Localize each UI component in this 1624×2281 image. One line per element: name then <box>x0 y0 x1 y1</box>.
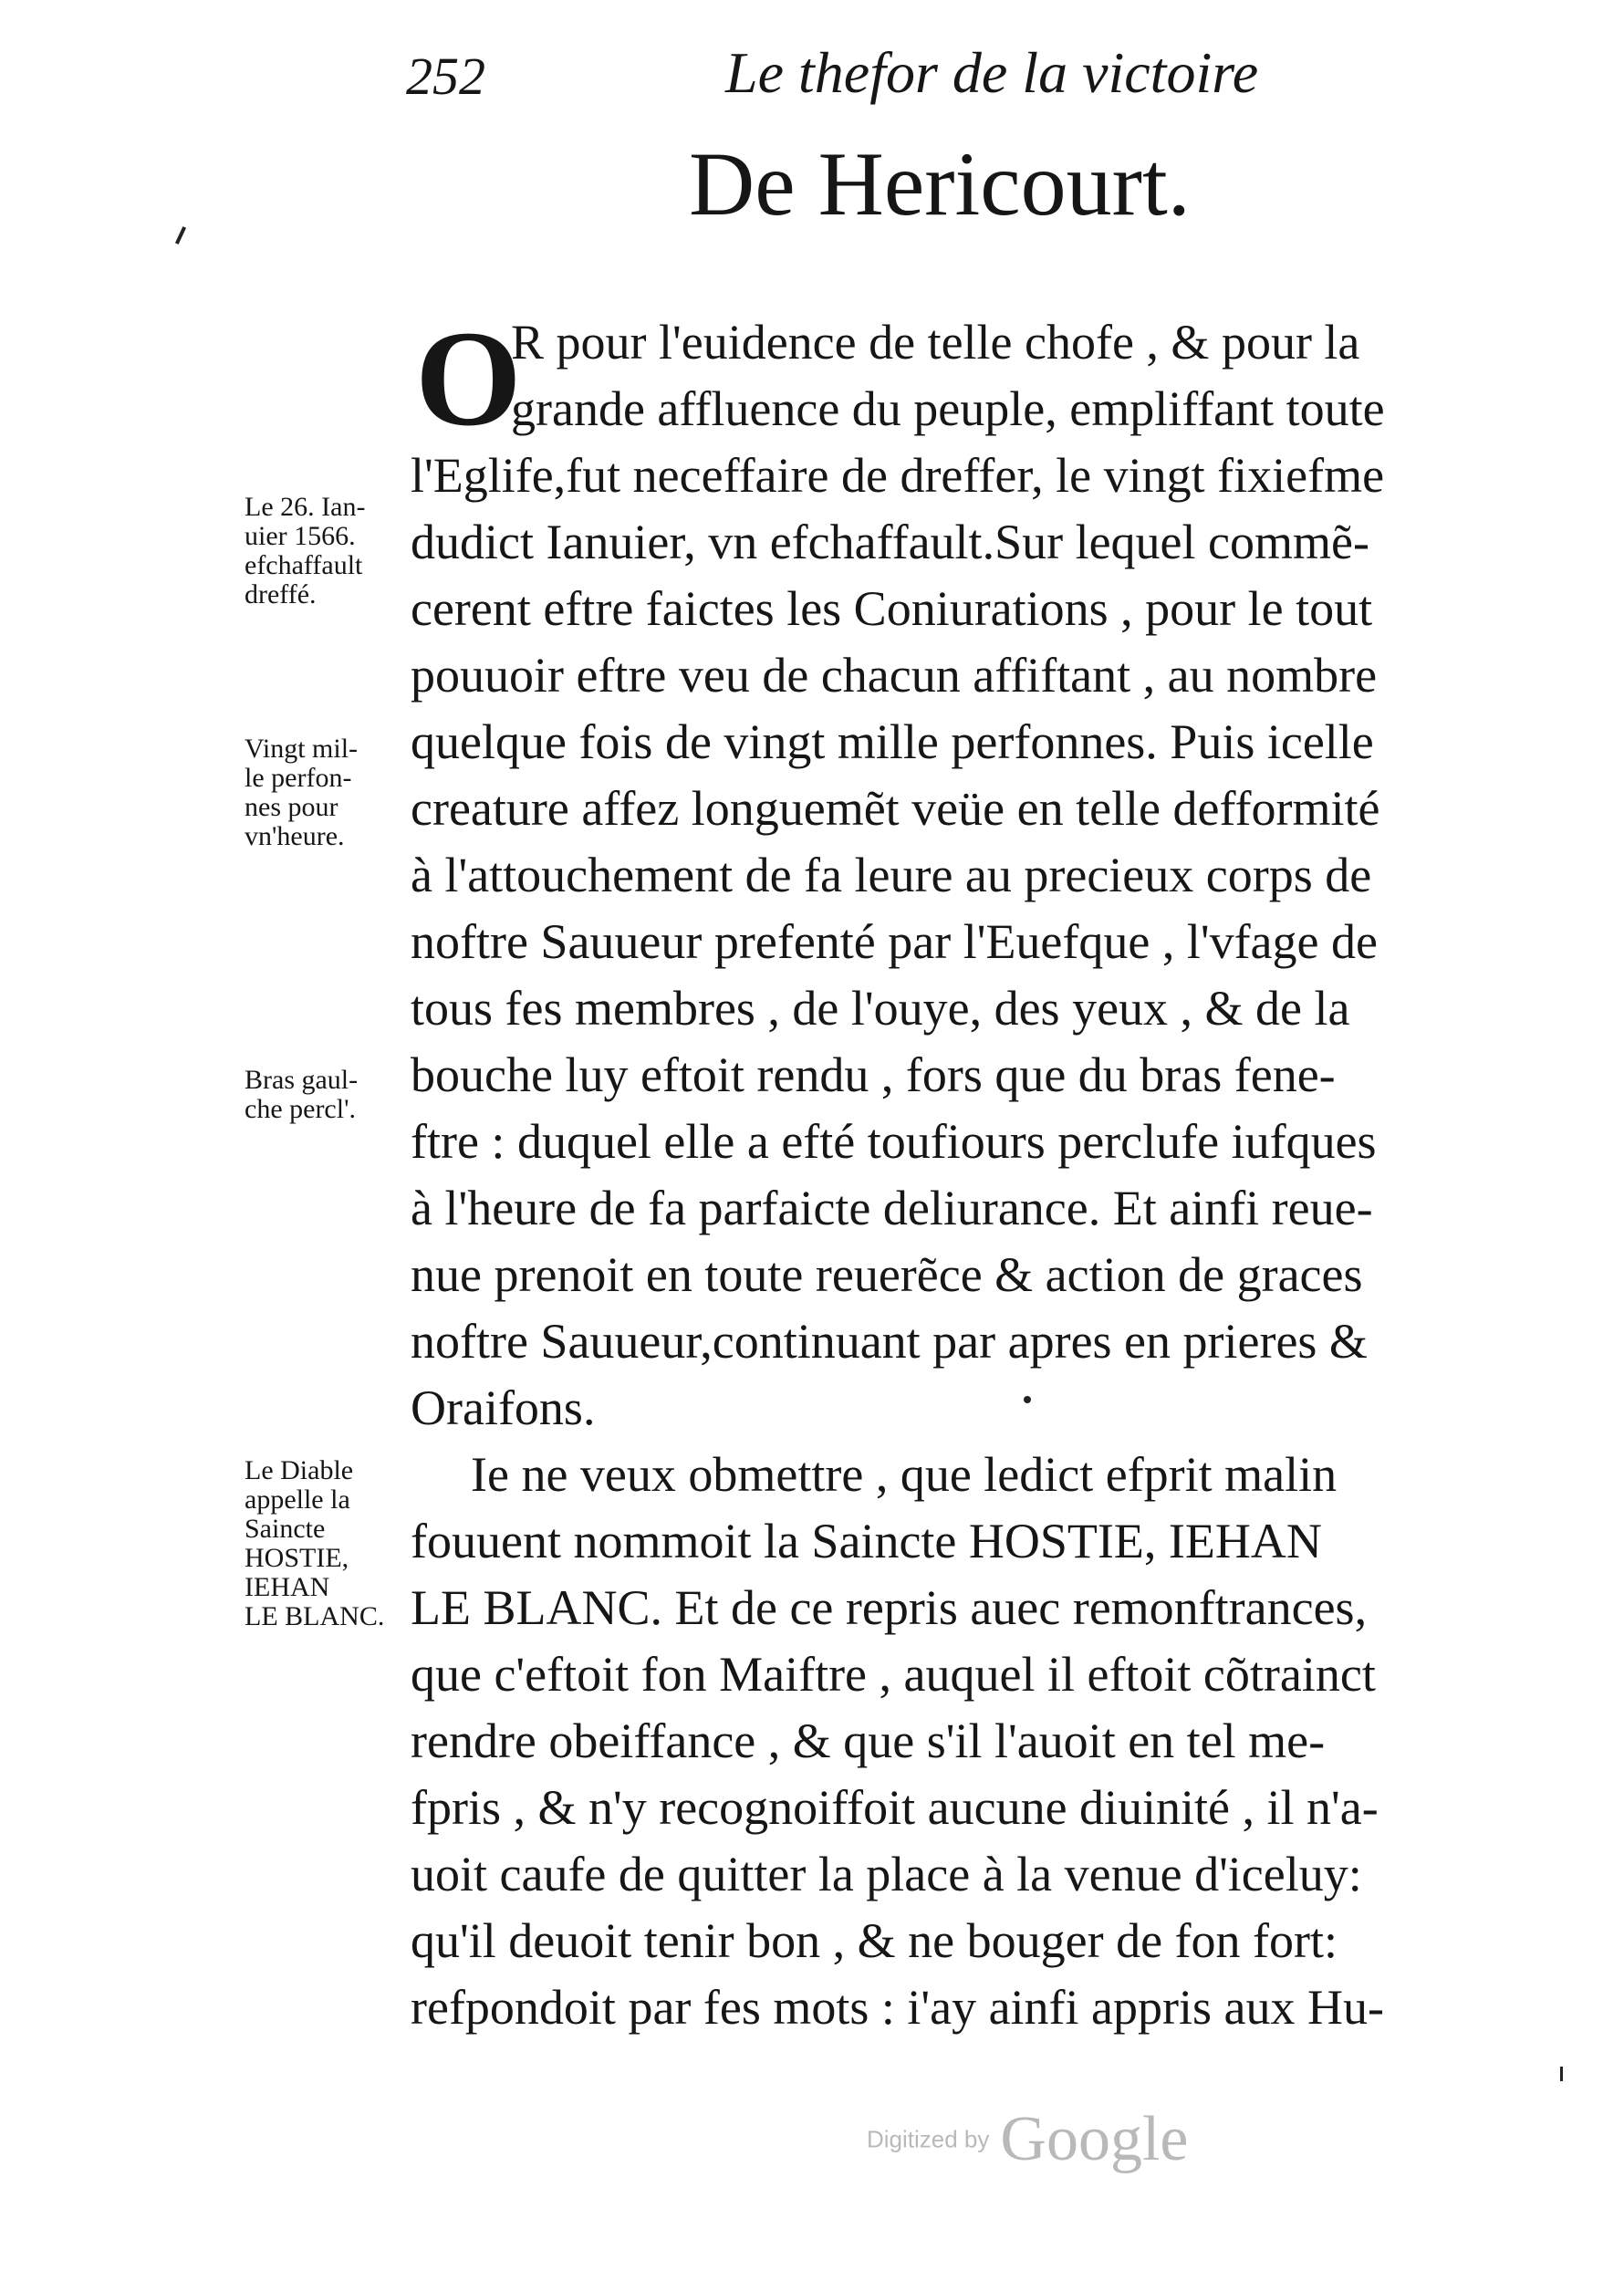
text-line: bouche luy eftoit rendu , fors que du bras fene- <box>411 1047 1336 1102</box>
text-line: fpris , & n'y recognoiffoit aucune diuinité , il n'a- <box>411 1780 1379 1835</box>
margin-note-line: uier 1566. <box>245 521 356 551</box>
text-line: fouuent nommoit la Saincte HOSTIE, IEHAN <box>411 1514 1322 1568</box>
text-line: refpondoit par fes mots : i'ay ainfi appris aux Hu- <box>411 1980 1384 2035</box>
margin-note-line: appelle la <box>245 1484 350 1515</box>
ink-speck <box>175 226 186 245</box>
margin-note-line: che percl'. <box>245 1094 356 1124</box>
text-line: rendre obeiffance , & que s'il l'auoit en tel me- <box>411 1713 1326 1768</box>
margin-note-line: le perfon- <box>245 763 352 793</box>
text-line: uoit caufe de quitter la place à la venue d'iceluy: <box>411 1847 1362 1901</box>
margin-note-line: Le 26. Ian- <box>245 492 366 522</box>
text-line: nue prenoit en toute reuerẽce & action de graces <box>411 1247 1363 1302</box>
text-line: cerent eftre faictes les Coniurations , pour le tout <box>411 581 1373 636</box>
margin-note-line: vn'heure. <box>245 821 345 851</box>
margin-note-line: LE BLANC. <box>245 1601 385 1631</box>
text-line: ftre : duquel elle a efté toufiours perclufe iufques <box>411 1114 1377 1169</box>
text-line: noftre Sauueur,continuant par apres en prieres & <box>411 1314 1368 1369</box>
text-line: à l'heure de fa parfaicte deliurance. Et ainfi reue- <box>411 1181 1373 1235</box>
text-line: noftre Sauueur prefenté par l'Euefque , l'vfage de <box>411 914 1378 969</box>
text-line: que c'eftoit fon Maiftre , auquel il eftoit cõtrainct <box>411 1647 1376 1702</box>
text-line: quelque fois de vingt mille perfonnes. Puis icelle <box>411 714 1374 769</box>
margin-note <box>245 734 404 851</box>
ink-speck <box>1560 2067 1563 2081</box>
text-line: tous fes membres , de l'ouye, des yeux , & de la <box>411 981 1350 1036</box>
margin-note-line: dreffé. <box>245 579 317 609</box>
margin-note-line: Le Diable <box>245 1455 354 1485</box>
ink-speck <box>1024 1396 1031 1403</box>
text-line: creature affez longuemẽt veüe en telle defformité <box>411 781 1380 836</box>
section-title: De Hericourt. <box>689 133 1191 234</box>
text-line: LE BLANC. Et de ce repris auec remonftrances, <box>411 1580 1368 1635</box>
margin-note-line: Saincte <box>245 1514 326 1544</box>
margin-note-line: Bras gaul- <box>245 1065 359 1095</box>
margin-note <box>245 1456 404 1631</box>
text-line: dudict Ianuier, vn efchaffault.Sur lequel commẽ- <box>411 515 1369 569</box>
margin-note-line: IEHAN <box>245 1572 330 1602</box>
digitized-by-google-watermark <box>867 2103 1188 2176</box>
margin-note-line: HOSTIE, <box>245 1543 349 1573</box>
text-line: qu'il deuoit tenir bon , & ne bouger de fon fort: <box>411 1913 1338 1968</box>
text-line: l'Eglife,fut neceffaire de dreffer, le vingt fixiefme <box>411 448 1385 503</box>
margin-note-line: Vingt mil- <box>245 734 359 764</box>
margin-note <box>245 493 404 609</box>
text-line: à l'attouchement de fa leure au precieux corps de <box>411 848 1372 902</box>
text-line: pouuoir eftre veu de chacun affiftant , au nombre <box>411 648 1378 703</box>
margin-note-line: efchaffault <box>245 550 363 580</box>
watermark-prefix: Digitized by <box>867 2125 990 2153</box>
text-line: Ie ne veux obmettre , que ledict efprit malin <box>471 1447 1338 1502</box>
margin-note <box>245 1066 404 1124</box>
running-title: Le thefor de la victoire <box>725 40 1259 105</box>
margin-note-line: nes pour <box>245 792 338 822</box>
text-line: grande affluence du peuple, empliffant toute <box>511 381 1385 436</box>
google-logo: Google <box>1000 2104 1189 2174</box>
text-line: Oraifons. <box>411 1380 596 1435</box>
text-line: R pour l'euidence de telle chofe , & pour la <box>511 315 1360 370</box>
page-number: 252 <box>406 47 485 106</box>
drop-cap: O <box>415 303 522 454</box>
